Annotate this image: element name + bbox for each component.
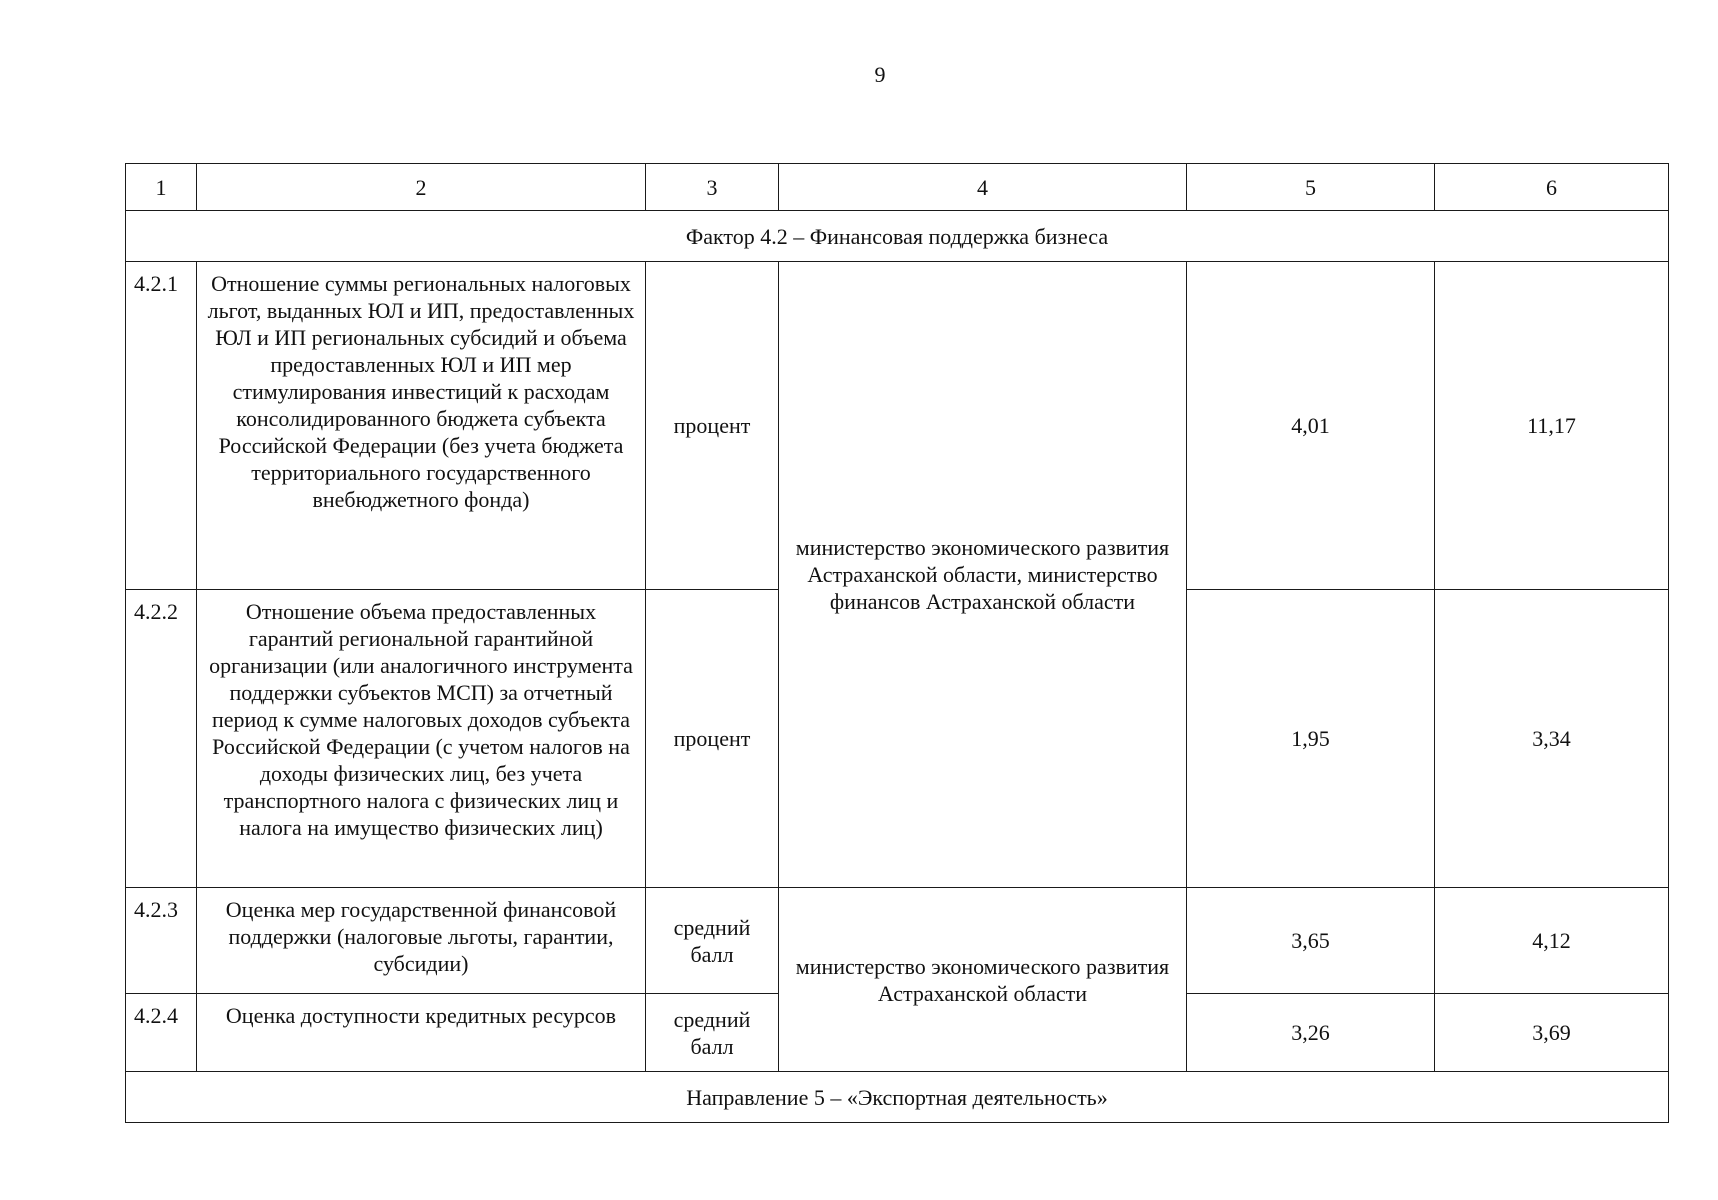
column-header-6: 6 (1435, 164, 1669, 211)
unit-cell: средний балл (646, 888, 779, 994)
value-col6: 4,12 (1435, 888, 1669, 994)
indicator-description: Отношение суммы региональных налоговых льгот, выданных ЮЛ и ИП, предоставленных ЮЛ и ИП региональных субсидий и объема предоставленных ЮЛ и ИП мер стимулирования инвестиций к расходам консолидированного бюджета субъекта Российской Федерации (без учета бюджета территориального государственного внебюджетного фонда) (197, 262, 646, 590)
column-header-4: 4 (779, 164, 1187, 211)
direction-row (126, 1072, 1669, 1123)
responsible-organizations: министерство экономического развития Астраханской области, министерство финансов Астраханской области (779, 262, 1187, 888)
indicators-table (125, 163, 1669, 1123)
unit-cell: процент (646, 590, 779, 888)
row-number: 4.2.3 (126, 888, 197, 994)
value-col5: 4,01 (1187, 262, 1435, 590)
row-number: 4.2.1 (126, 262, 197, 590)
factor-row (126, 211, 1669, 262)
unit-cell: процент (646, 262, 779, 590)
value-col6: 3,69 (1435, 994, 1669, 1072)
unit-cell: средний балл (646, 994, 779, 1072)
factor-title: Фактор 4.2 – Финансовая поддержка бизнеса (126, 211, 1669, 262)
row-number: 4.2.2 (126, 590, 197, 888)
indicator-description: Оценка доступности кредитных ресурсов (197, 994, 646, 1072)
column-header-2: 2 (197, 164, 646, 211)
value-col6: 11,17 (1435, 262, 1669, 590)
value-col5: 3,65 (1187, 888, 1435, 994)
indicator-description: Оценка мер государственной финансовой поддержки (налоговые льготы, гарантии, субсидии) (197, 888, 646, 994)
responsible-organizations: министерство экономического развития Астраханской области (779, 888, 1187, 1072)
table-row (126, 262, 1669, 590)
page-number: 9 (874, 62, 886, 87)
value-col5: 3,26 (1187, 994, 1435, 1072)
table-row (126, 888, 1669, 994)
value-col5: 1,95 (1187, 590, 1435, 888)
indicator-description: Отношение объема предоставленных гарантий региональной гарантийной организации (или аналогичного инструмента поддержки субъектов МСП) за отчетный период к сумме налоговых доходов субъекта Российской Федерации (с учетом налогов на доходы физических лиц, без учета транспортного налога с физических лиц и налога на имущество физических лиц) (197, 590, 646, 888)
direction-title: Направление 5 – «Экспортная деятельность» (126, 1072, 1669, 1123)
table-header-row (126, 164, 1669, 211)
column-header-5: 5 (1187, 164, 1435, 211)
row-number: 4.2.4 (126, 994, 197, 1072)
value-col6: 3,34 (1435, 590, 1669, 888)
column-header-3: 3 (646, 164, 779, 211)
column-header-1: 1 (126, 164, 197, 211)
